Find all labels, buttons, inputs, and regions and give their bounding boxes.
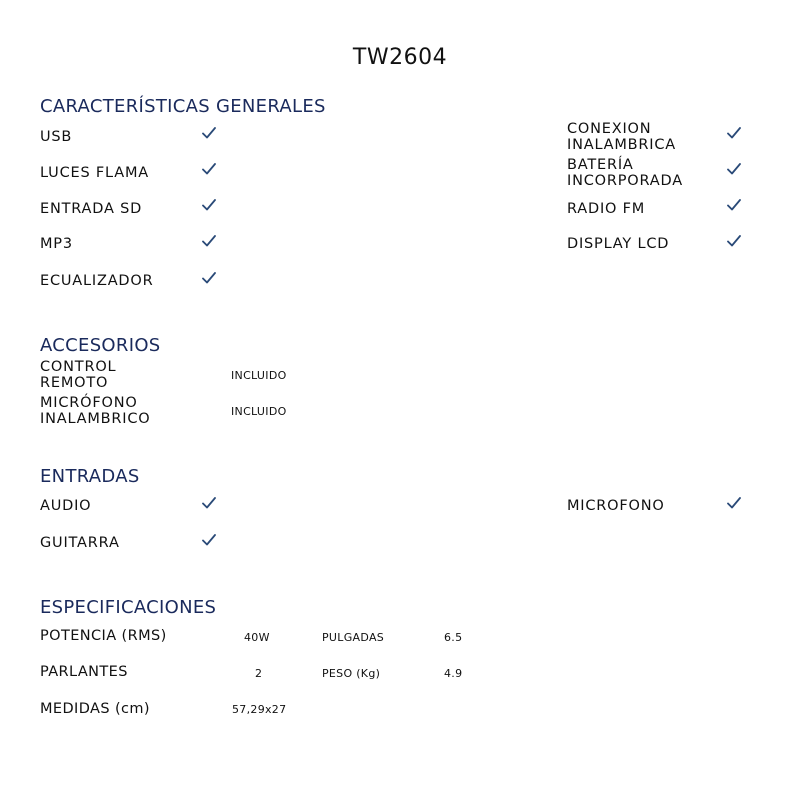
spec-value-parlantes: 2 [255, 667, 263, 680]
input-audio: AUDIO [40, 498, 92, 514]
accessory-line: REMOTO [40, 375, 109, 391]
check-icon [202, 271, 216, 285]
check-icon [727, 126, 741, 140]
feature-display-lcd: DISPLAY LCD [567, 236, 670, 252]
spec-label-peso: PESO (Kg) [322, 667, 381, 680]
spec-value-peso: 4.9 [444, 667, 463, 680]
page-title: TW2604 [352, 45, 448, 70]
check-icon [202, 234, 216, 248]
check-icon [727, 198, 741, 212]
feature-line: INCORPORADA [567, 173, 683, 189]
feature-line: BATERÍA [567, 157, 634, 173]
feature-luces-flama: LUCES FLAMA [40, 165, 149, 181]
section-heading-caracteristicas: CARACTERÍSTICAS GENERALES [40, 96, 326, 117]
input-guitarra: GUITARRA [40, 535, 120, 551]
spec-label-pulgadas: PULGADAS [322, 631, 385, 644]
check-icon [202, 126, 216, 140]
accessory-value: INCLUIDO [231, 405, 287, 418]
accessory-line: INALAMBRICO [40, 411, 151, 427]
spec-label-medidas: MEDIDAS (cm) [40, 701, 150, 717]
spec-value-pulgadas: 6.5 [444, 631, 463, 644]
check-icon [202, 162, 216, 176]
feature-bateria-incorporada [567, 157, 683, 189]
feature-line: CONEXION [567, 121, 652, 137]
feature-radio-fm: RADIO FM [567, 201, 646, 217]
section-heading-accesorios: ACCESORIOS [40, 335, 161, 356]
check-icon [727, 496, 741, 510]
accessory-control-remoto [40, 359, 116, 391]
check-icon [727, 162, 741, 176]
feature-conexion-inalambrica [567, 121, 676, 153]
check-icon [202, 496, 216, 510]
feature-mp3: MP3 [40, 236, 73, 252]
check-icon [727, 234, 741, 248]
feature-usb: USB [40, 129, 73, 145]
spec-value-medidas: 57,29x27 [232, 703, 287, 716]
spec-label-potencia: POTENCIA (RMS) [40, 628, 167, 644]
check-icon [202, 533, 216, 547]
accessory-line: MICRÓFONO [40, 395, 138, 411]
spec-value-potencia: 40W [244, 631, 270, 644]
spec-label-parlantes: PARLANTES [40, 664, 128, 680]
accessory-microfono-inalambrico [40, 395, 151, 427]
check-icon [202, 198, 216, 212]
feature-ecualizador: ECUALIZADOR [40, 273, 154, 289]
feature-entrada-sd: ENTRADA SD [40, 201, 143, 217]
accessory-line: CONTROL [40, 359, 117, 375]
feature-line: INALAMBRICA [567, 137, 677, 153]
input-microfono: MICROFONO [567, 498, 665, 514]
section-heading-entradas: ENTRADAS [40, 466, 140, 487]
section-heading-especificaciones: ESPECIFICACIONES [40, 597, 217, 618]
accessory-value: INCLUIDO [231, 369, 287, 382]
